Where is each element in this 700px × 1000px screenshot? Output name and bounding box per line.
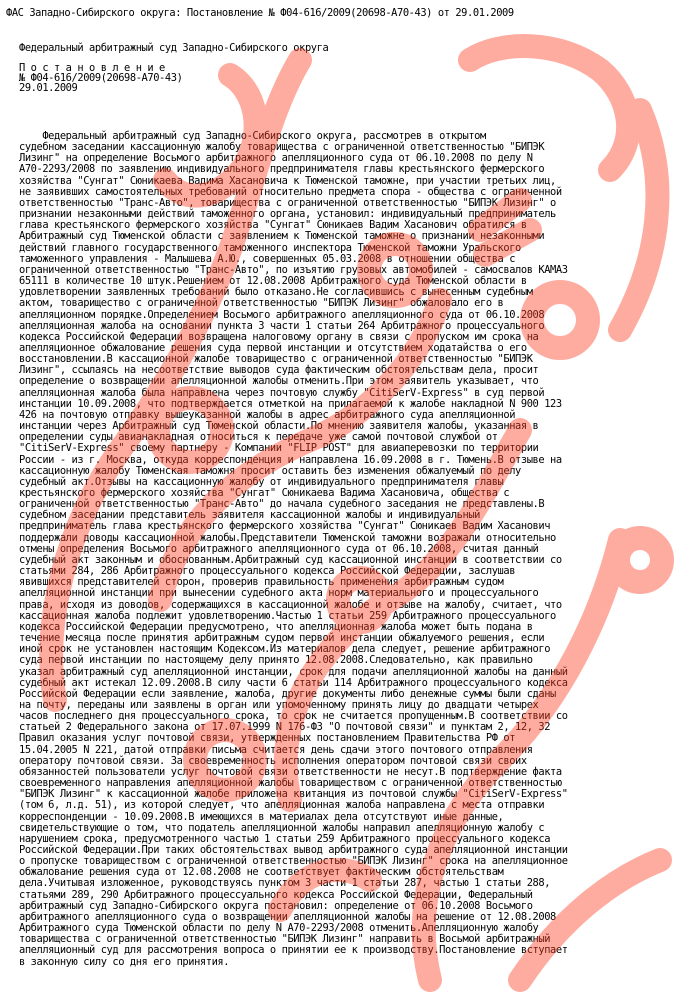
body-line: Лизинг" на определение Восьмого арбитражного апелляционного суда от 06.10.2008 по делу N <box>19 152 533 165</box>
body-line: течение месяца после принятия арбитражным судом первой инстанции обжалуемого решения, если <box>19 632 545 645</box>
body-line: Арбитражный суд Тюменской области с заявлением к Тюменской таможне о признании незаконными <box>19 230 545 243</box>
body-line: инстанции через Арбитражный суд Тюменской области.По мнению заявителя жалобы, указанная в <box>19 420 539 433</box>
body-line: оператору почтовой связи. За своевременность исполнения оператором почтовой связи своих <box>19 754 527 767</box>
body-line: явившихся представителей сторон, проверив правильность применения арбитражным судом <box>19 576 504 589</box>
document-heading <box>19 63 182 94</box>
body-line: Арбитражного суда Тюменской области по делу N А70-2293/2008 отменить.Апелляционную жалобу <box>19 922 539 935</box>
body-line: глава крестьянского фермерского хозяйства "Сунгат" Сюникаев Вадим Хасанович обратился в <box>19 219 527 232</box>
body-line: предприниматель глава крестьянского фермерского хозяйства "Сунгат" Сюникаев Вадим Хасанович <box>19 520 551 533</box>
body-line: судебный акт истекал 12.09.2008.В силу части 6 статьи 114 Арбитражного процессуального кодекса <box>19 676 568 689</box>
body-line: 15.04.2005 N 221, датой отправки письма считается день сдачи этого почтового отправления <box>19 743 533 756</box>
body-line: судебном заседании кассационную жалобу товарищества с ограниченной ответственностью "БИПЭК <box>19 141 545 154</box>
body-line: кассационную жалобу Тюменская таможня просит оставить без изменения обжалуемый по делу <box>19 464 521 477</box>
body-line: суда первой инстанции по настоящему делу принято 12.08.2008.Следовательно, как правильно <box>19 654 533 667</box>
body-line: нарушением срока, предусмотренного частью 1 статьи 259 Арбитражного процессуального кодекса <box>19 832 551 845</box>
body-line: указал арбитражный суд апелляционной инстанции, срок для подачи апелляционной жалобы на данный <box>19 665 568 678</box>
body-line: определение о возвращении апелляционной жалобы отменить.При этом заявитель указывает, что <box>19 375 539 388</box>
body-line: статьей 2 Федерального закона от 17.07.1999 N 176-ФЗ "О почтовой связи" и пунктам 2, 12, 32 <box>19 721 551 734</box>
document-date: 29.01.2009 <box>19 82 78 95</box>
body-line: ответственностью "Транс-Авто", товарищества с ограниченной ответственностью "БИПЭК Лизинг" о <box>19 196 556 209</box>
court-name: Федеральный арбитражный суд Западно-Сибирского округа <box>19 42 329 54</box>
body-line: судебный акт.Отзывы на кассационную жалобу от индивидуального предпринимателя главы <box>19 475 504 488</box>
document-header-title: ФАС Западно-Сибирского округа: Постановление № Ф04-616/2009(20698-А70-43) от 29.01.2009 <box>6 7 514 19</box>
body-line: не заявивших самостоятельных требований относительно предмета спора - общества с ограниченной <box>19 185 562 198</box>
body-line: судебный акт законным и обоснованным.Арбитражный суд кассационной инстанции в соответствии со <box>19 553 562 566</box>
body-line: своевременного направления апелляционной жалобы товариществом с ограниченной ответственностью <box>19 777 562 790</box>
document-number: № Ф04-616/2009(20698-А70-43) <box>19 72 183 85</box>
body-line: крестьянского фермерского хозяйства "Сунгат" Сюникаева Вадима Хасановича, общества с <box>19 487 510 499</box>
body-line: ограниченной ответственностью "Транс-Авто" до начала судебного заседания не представлены.В <box>19 498 545 511</box>
body-line: хозяйства "Сунгат" Сюникаева Вадима Хасановича к Тюменской таможне, при участии третьих лиц, <box>19 174 556 187</box>
body-line: апелляционная жалоба была направлена через почтовую службу "CitiSerV-Express" в суд первой <box>19 386 545 399</box>
body-line: обязанностей пользователи услуг почтовой связи ответственности не несут.В подтверждение факта <box>19 765 562 778</box>
body-line: о пропуске товариществом с ограниченной ответственностью "БИПЭК Лизинг" срока на апелляционное <box>19 855 568 868</box>
body-line: апелляционный суд для рассмотрения вопроса о принятии ее к производству.Постановление вступает <box>19 944 568 957</box>
body-line: апелляционной инстанции при вынесении судебного акта норм материального и процессуального <box>19 587 539 600</box>
body-line: признании незаконными действий таможенного органа, установил: индивидуальный предприниматель <box>19 208 556 221</box>
body-line: Федеральный арбитражный суд Западно-Сибирского округа, рассмотрев в открытом <box>19 130 486 142</box>
body-line: А70-2293/2008 по заявлению индивидуального предпринимателя главы крестьянского фермерского <box>19 163 545 176</box>
body-line: апелляционная жалоба на основании пункта 3 части 1 статьи 264 Арбитражного процессуального <box>19 319 545 332</box>
body-line: "CitiSerV-Express" своему партнеру - Компании "FLIP POST" для авиаперевозки по территории <box>19 442 539 455</box>
body-line: кассационная жалоба подлежит удовлетворению.Частью 1 статьи 259 Арбитражного процессуального <box>19 609 556 622</box>
body-line: товарищества с ограниченной ответственностью "БИПЭК Лизинг" направить в Восьмой арбитражный <box>19 933 551 946</box>
body-line: актом, товарищество с ограниченной ответственностью "БИПЭК Лизинг" обжаловало его в <box>19 297 504 310</box>
body-line: восстановлении.В кассационной жалобе товарищество с ограниченной ответственностью "БИПЭК <box>19 353 533 366</box>
body-line: инстанции 10.09.2008, что подтверждается отметкой на прилагаемой к жалобе накладной N 900 123 <box>19 397 562 410</box>
body-line: дела.Учитывая изложенное, руководствуясь пунктом 3 части 1 статьи 287, частью 1 статьи 288, <box>19 877 551 890</box>
body-line: в законную силу со дня его принятия. <box>19 955 230 968</box>
body-line: иной срок не установлен настоящим Кодексом.Из материалов дела следует, решение арбитражного <box>19 643 551 656</box>
body-line: свидетельствующие о том, что податель апелляционной жалобы направил апелляционную жалобу с <box>19 821 545 834</box>
body-line: поддержали доводы кассационной жалобы.Представители Тюменской таможни возражали относительно <box>19 531 556 544</box>
body-line: 65111 в количестве 10 штук.Решением от 12.08.2008 Арбитражного суда Тюменской области в <box>19 275 527 288</box>
body-line: Лизинг", ссылаясь на несоответствие выводов суда фактическим обстоятельствам дела, просит <box>19 364 539 377</box>
body-line: корреспонденции - 10.09.2008.В имеющихся в материалах дела отсутствуют иные данные, <box>19 810 504 823</box>
body-line: удовлетворении заявленных требований было отказано.Не согласившись с вынесенным судебным <box>19 286 533 299</box>
document-type: П о с т а н о в л е н и е <box>19 62 165 74</box>
body-line: арбитражного апелляционного суда о возвращении апелляционной жалобы на решение от 12.08.2008 <box>19 910 556 923</box>
body-line: статьями 289, 290 Арбитражного процессуального кодекса Российской Федерации, Федеральный <box>19 888 533 901</box>
body-line: определении суды авианакладная относиться к передаче уже самой почтовой службой от <box>19 431 498 444</box>
body-line: на почту, переданы или заявлены в орган или упомоченному принять лицу до двадцати четырех <box>19 698 539 711</box>
body-line: таможенного управления - Малышева А.Ю., совершенных 05.03.2008 в отношении общества с <box>19 252 516 265</box>
body-line: апелляционное обжалование решения суда первой инстанции и отсутствием ходатайства о его <box>19 341 527 354</box>
body-line: России - из г. Москва, откуда корреспонденция и направлена 16.09.2008 в г. Тюмень.В отзыве на <box>19 453 562 466</box>
body-line: Правил оказания услуг почтовой связи, утвержденных постановлением Правительства РФ от <box>19 732 516 745</box>
body-line: ограниченной ответственностью "Транс-Авто", по изъятию грузовых автомобилей - самосвалов КАМАЗ <box>19 263 568 276</box>
body-line: судебном заседании представитель заявителя кассационной жалобы и индивидуальный <box>19 509 481 522</box>
body-line: 426 на почтовую отправку вышеуказанной жалобы в адрес арбитражного суда апелляционной <box>19 408 516 421</box>
body-line: статьями 284, 286 Арбитражного процессуального кодекса Российской Федерации, заслушав <box>19 565 516 578</box>
body-line: "БИПЭК Лизинг" к кассационной жалобе приложена квитанция из почтовой службы "CitiSerV-Express" <box>19 788 568 801</box>
body-line: (том 6, л.д. 51), из которой следует, что апелляционная жалоба направлена с места отправки <box>19 799 545 812</box>
body-line: арбитражный суд Западно-Сибирского округа постановил: определение от 06.10.2008 Восьмого <box>19 899 533 912</box>
body-line: апелляционном порядке.Определением Восьмого арбитражного апелляционного суда от 06.10.2008 <box>19 308 545 321</box>
body-line: часов последнего дня процессуального срока, то срок не считается пропущенным.В соответствии со <box>19 710 568 723</box>
document-body <box>19 131 695 968</box>
body-line: права, исходя из доводов, содержащихся в кассационной жалобе и отзыве на жалобу, считает, что <box>19 598 562 611</box>
body-line: Российской Федерации если заявление, жалоба, другие документы либо денежные суммы были сданы <box>19 687 556 700</box>
body-line: отмены определения Восьмого арбитражного апелляционного суда от 06.10.2008, считая данный <box>19 542 539 555</box>
body-line: кодекса Российской Федерации возвращена налоговому органу в связи с пропуском им срока на <box>19 330 539 343</box>
body-line: обжалование решения суда от 12.08.2008 не соответствует фактическим обстоятельствам <box>19 866 504 879</box>
body-line: кодекса Российской Федерации предусмотрено, что апелляционная жалоба может быть подана в <box>19 620 533 633</box>
body-line: действий главного государственного таможенного инспектора Тюменской таможни Уральского <box>19 241 521 254</box>
body-line: Российской Федерации.При таких обстоятельствах вывод арбитражного суда апелляционной инстанции <box>19 844 568 856</box>
